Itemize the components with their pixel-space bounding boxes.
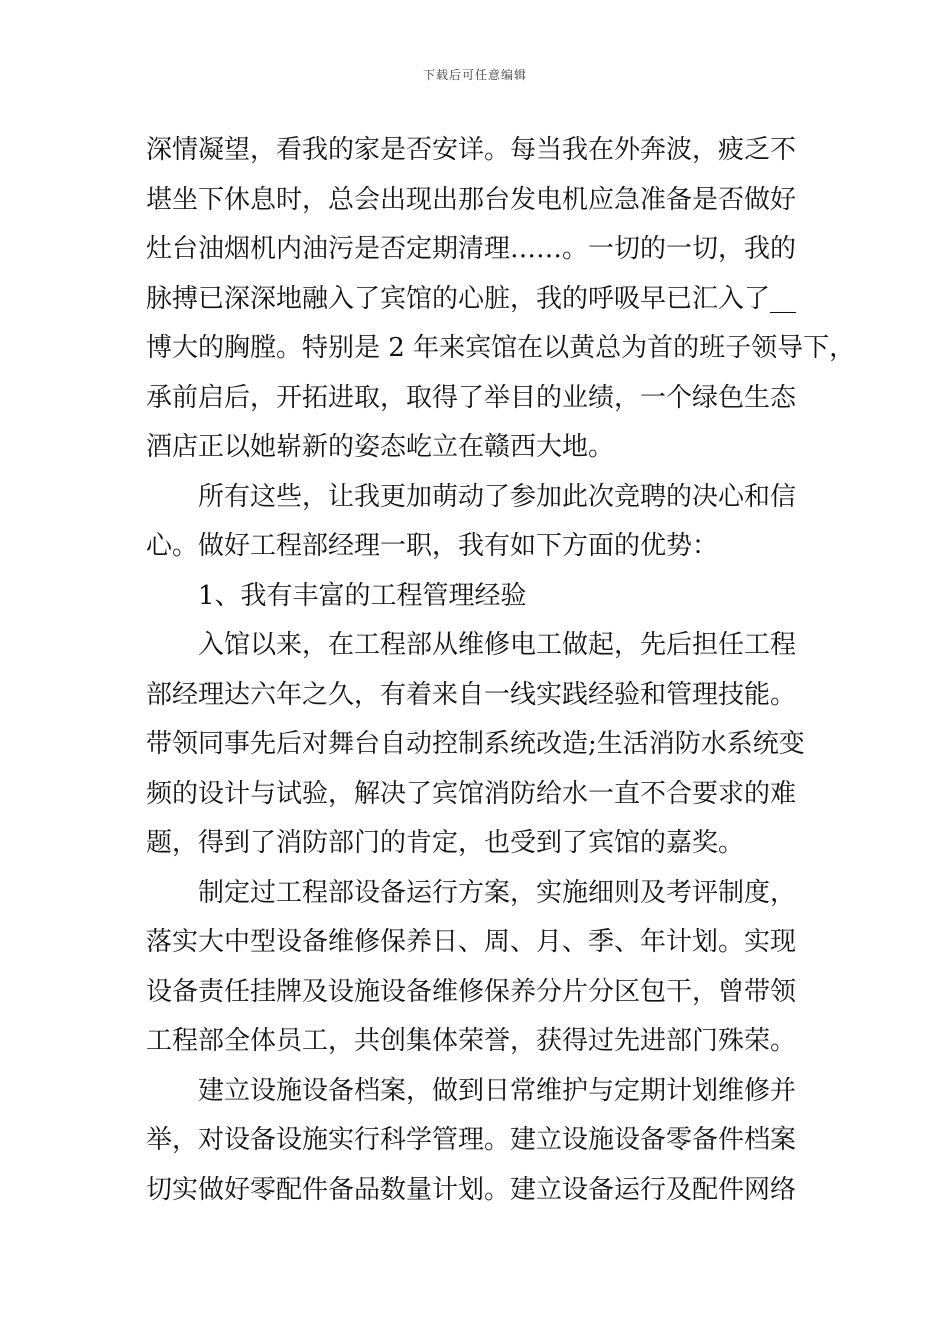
text-line: 酒店正以她崭新的姿态屹立在赣西大地。 [146, 432, 615, 462]
text-line: 设备责任挂牌及设施设备维修保养分片分区包干，曾带领 [146, 976, 797, 1007]
paragraph-start-line: 制定过工程部设备运行方案，实施细则及考评制度， [198, 877, 797, 908]
document-body [146, 126, 856, 1215]
page-header: 下载后可任意编辑 [422, 68, 527, 82]
paragraph-start-line: 入馆以来，在工程部从维修电工做起，先后担任工程 [198, 630, 797, 660]
text-line: 承前启后，开拓进取，取得了举目的业绩，一个绿色生态 [146, 382, 797, 413]
text-line: 堪坐下休息时，总会出现出那台发电机应急准备是否做好 [146, 184, 797, 215]
text-line: 举，对设备设施实行科学管理。建立设施设备零备件档案 [146, 1125, 797, 1155]
text-line: 深情凝望，看我的家是否安详。每当我在外奔波，疲乏不 [146, 135, 797, 165]
text-line: 带领同事先后对舞台自动控制系统改造;生活消防水系统变 [146, 729, 805, 759]
text-line: 脉搏已深深地融入了宾馆的心脏，我的呼吸早已汇入了__ [146, 283, 797, 314]
text-line: 工程部全体员工，共创集体荣誉，获得过先进部门殊荣。 [146, 1026, 797, 1056]
text-line: 灶台油烟机内油污是否定期清理……。一切的一切，我的 [146, 234, 797, 264]
text-line: 题，得到了消防部门的肯定，也受到了宾馆的嘉奖。 [146, 828, 745, 858]
text-line: 部经理达六年之久，有着来自一线实践经验和管理技能。 [146, 679, 797, 710]
text-line: 心。做好工程部经理一职，我有如下方面的优势： [146, 531, 719, 561]
section-heading: 1、我有丰富的工程管理经验 [198, 580, 527, 611]
text-line: 频的设计与试验，解决了宾馆消防给水一直不合要求的难 [146, 778, 797, 809]
paragraph-start-line: 建立设施设备档案，做到日常维护与定期计划维修并 [198, 1075, 797, 1106]
paragraph-start-line: 所有这些，让我更加萌动了参加此次竞聘的决心和信 [198, 481, 797, 512]
text-line: 切实做好零配件备品数量计划。建立设备运行及配件网络 [146, 1174, 797, 1205]
text-line: 落实大中型设备维修保养日、周、月、季、年计划。实现 [146, 927, 797, 957]
text-line: 博大的胸膛。特别是 2 年来宾馆在以黄总为首的班子领导下， [146, 333, 856, 363]
